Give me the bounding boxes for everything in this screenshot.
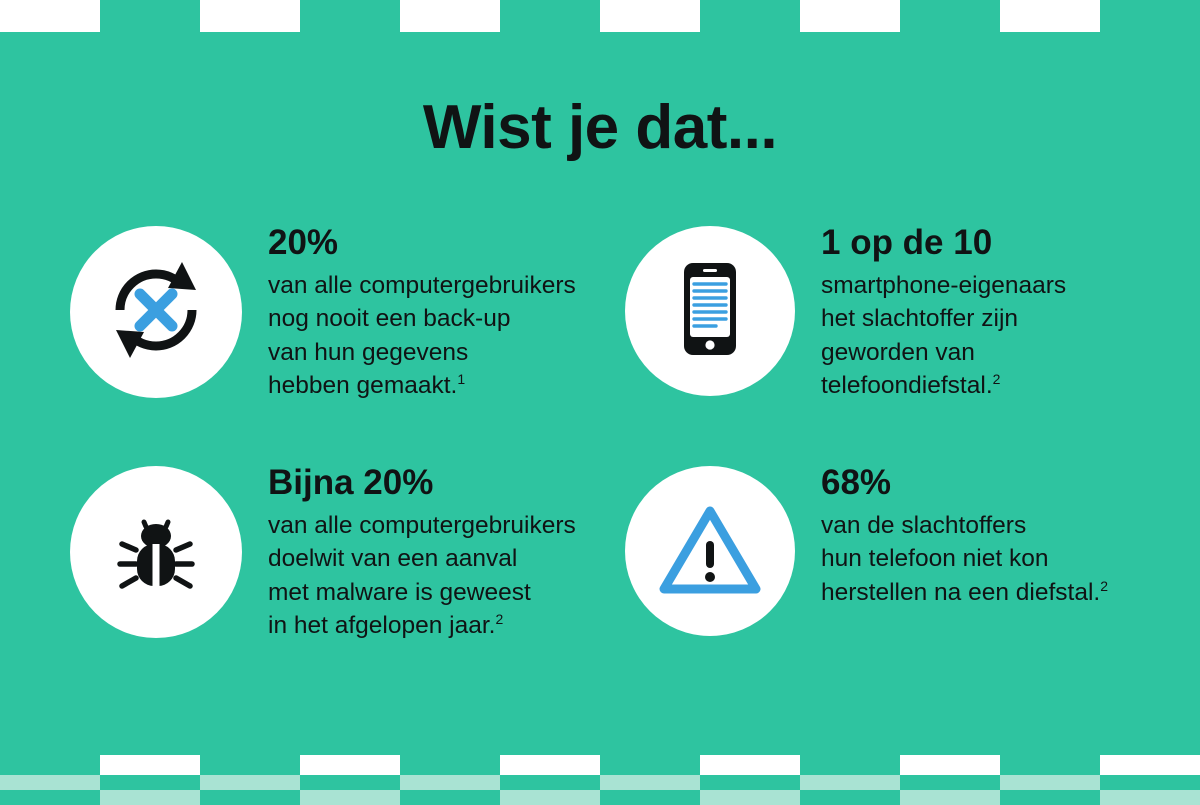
warning-triangle-icon (657, 499, 763, 604)
fact-icon-badge (625, 466, 795, 636)
fact-line: hun telefoon niet kon (821, 545, 1049, 573)
footnote-marker: 1 (457, 371, 466, 388)
checker-cell (700, 755, 800, 775)
checker-cell (1000, 755, 1100, 775)
fact-line: hebben gemaakt. (268, 372, 458, 400)
page-title: Wist je dat... (422, 93, 778, 162)
fact-line: herstellen na een diefstal. (821, 578, 1101, 606)
fact-line: doelwit van een aanval (268, 545, 518, 573)
facts-grid (70, 222, 1160, 702)
checker-cell (900, 0, 1000, 32)
checker-cell (400, 775, 500, 790)
fact-line: telefoondiefstal. (821, 372, 993, 400)
fact-description (268, 269, 576, 403)
checker-cell (0, 790, 100, 805)
checker-cell (300, 775, 400, 790)
bottom-checker-border (0, 755, 1200, 805)
checker-cell (100, 0, 200, 32)
fact-description (821, 509, 1108, 610)
fact-line: nog nooit een back-up (268, 305, 511, 333)
fact-description (821, 269, 1066, 403)
checker-cell (500, 775, 600, 790)
checker-cell (1000, 790, 1100, 805)
checker-cell (300, 790, 400, 805)
checker-cell (800, 775, 900, 790)
checker-cell (0, 0, 100, 32)
fact-item-smartphone (625, 222, 1160, 462)
fact-headline: 68% (821, 463, 892, 502)
fact-icon-badge (70, 226, 242, 398)
fact-item-malware (70, 462, 625, 702)
fact-headline: 20% (268, 223, 339, 262)
fact-line: van de slachtoffers (821, 511, 1027, 539)
checker-cell (700, 0, 800, 32)
fact-line-with-footnote (821, 369, 1066, 403)
fact-icon-badge (625, 226, 795, 396)
fact-line: van alle computergebruikers (268, 511, 576, 539)
checker-cell (600, 755, 700, 775)
checker-cell (900, 775, 1000, 790)
checker-cell (500, 755, 600, 775)
smartphone-icon (658, 257, 762, 366)
checker-cell (800, 790, 900, 805)
checker-cell (0, 775, 100, 790)
fact-text (268, 222, 576, 403)
fact-text (821, 222, 1066, 403)
footnote-marker: 2 (495, 611, 504, 628)
backup-sync-cross-icon (100, 254, 212, 371)
fact-item-backup (70, 222, 625, 462)
checker-cell (1000, 775, 1100, 790)
fact-line: geworden van (821, 338, 975, 366)
fact-text (268, 462, 576, 643)
fact-icon-badge (70, 466, 242, 638)
fact-text (821, 462, 1108, 609)
checker-cell (0, 755, 100, 775)
fact-line-with-footnote (268, 369, 576, 403)
checker-cell (400, 755, 500, 775)
checker-cell (900, 755, 1000, 775)
checker-cell (500, 790, 600, 805)
checker-cell (600, 0, 700, 32)
fact-headline: Bijna 20% (268, 463, 434, 502)
checker-cell (700, 790, 800, 805)
bug-malware-icon (106, 500, 206, 605)
checker-cell (900, 790, 1000, 805)
fact-line: smartphone-eigenaars (821, 271, 1067, 299)
checker-cell (1000, 0, 1100, 32)
fact-headline: 1 op de 10 (821, 223, 993, 262)
checker-cell (700, 775, 800, 790)
checker-cell (300, 0, 400, 32)
fact-description (268, 509, 576, 643)
checker-cell (600, 790, 700, 805)
checker-cell (400, 790, 500, 805)
checker-cell (100, 755, 200, 775)
checker-row (0, 775, 1200, 790)
checker-cell (1100, 775, 1200, 790)
checker-cell (800, 0, 900, 32)
fact-line-with-footnote (821, 576, 1108, 610)
checker-cell (600, 775, 700, 790)
fact-line: het slachtoffer zijn (821, 305, 1019, 333)
checker-cell (500, 0, 600, 32)
fact-line: in het afgelopen jaar. (268, 612, 496, 640)
checker-row (0, 755, 1200, 775)
footnote-marker: 2 (992, 371, 1001, 388)
checker-row (0, 790, 1200, 805)
top-checker-border (0, 0, 1200, 32)
checker-cell (200, 790, 300, 805)
checker-cell (100, 775, 200, 790)
checker-cell (200, 0, 300, 32)
checker-cell (200, 755, 300, 775)
checker-cell (800, 755, 900, 775)
fact-line: van alle computergebruikers (268, 271, 576, 299)
checker-cell (200, 775, 300, 790)
checker-cell (1100, 755, 1200, 775)
fact-line: van hun gegevens (268, 338, 469, 366)
checker-cell (1100, 790, 1200, 805)
fact-line-with-footnote (268, 609, 576, 643)
checker-cell (1100, 0, 1200, 32)
fact-line: met malware is geweest (268, 578, 531, 606)
fact-item-irrecoverable (625, 462, 1160, 702)
footnote-marker: 2 (1100, 577, 1109, 594)
checker-cell (400, 0, 500, 32)
checker-cell (100, 790, 200, 805)
checker-cell (300, 755, 400, 775)
